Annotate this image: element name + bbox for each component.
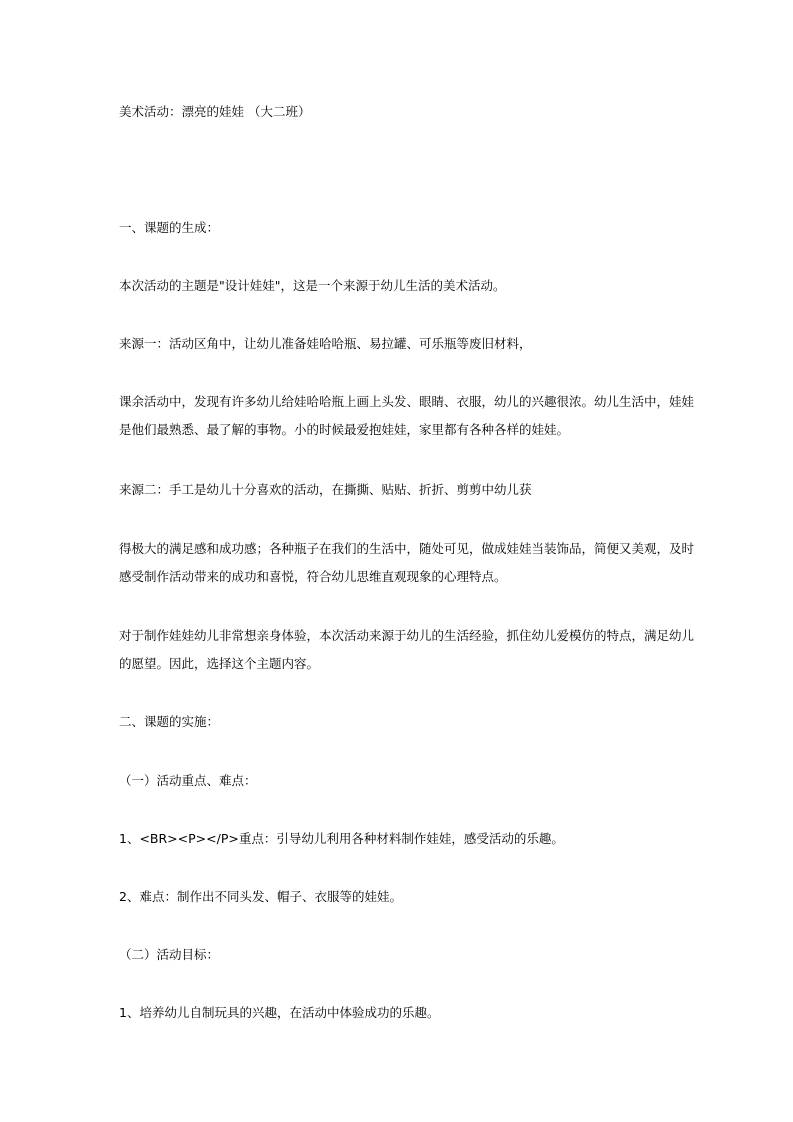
source-two-paragraph <box>119 535 695 591</box>
paragraph-line: 是他们最熟悉、最了解的事物。小的时候最爱抱娃娃，家里都有各种各样的娃娃。 <box>119 422 570 437</box>
paragraph-line: 对于制作娃娃幼儿非常想亲身体验，本次活动来源于幼儿的生活经验，抓住幼儿爱模仿的特点，满足幼儿 <box>119 628 695 643</box>
paragraph-line: 得极大的满足感和成功感；各种瓶子在我们的生活中，随处可见，做成娃娃当装饰品，简便又美观，及时 <box>119 541 695 556</box>
theme-intro: 本次活动的主题是"设计娃娃"，这是一个来源于幼儿生活的美术活动。 <box>119 278 506 293</box>
section-heading-implementation: 二、课题的实施： <box>119 714 220 729</box>
section-heading-generation: 一、课题的生成： <box>119 220 220 235</box>
difficulty-item: 2、难点：制作出不同头发、帽子、衣服等的娃娃。 <box>119 889 402 904</box>
source-one: 来源一：活动区角中，让幼儿准备娃哈哈瓶、易拉罐、可乐瓶等废旧材料， <box>119 336 532 351</box>
document-title: 美术活动：漂亮的娃娃 （大二班） <box>119 104 311 119</box>
subsection-heading-key-points: （一）活动重点、难点： <box>119 773 257 788</box>
summary-paragraph <box>119 622 695 678</box>
subsection-heading-goals: （二）活动目标： <box>119 947 220 962</box>
source-one-paragraph <box>119 388 695 444</box>
source-two: 来源二：手工是幼儿十分喜欢的活动，在撕撕、贴贴、折折、剪剪中幼儿获 <box>119 482 532 497</box>
key-point-item: 1、<BR><P></P>重点：引导幼儿利用各种材料制作娃娃，感受活动的乐趣。 <box>119 831 564 846</box>
paragraph-line: 的愿望。因此，选择这个主题内容。 <box>119 656 320 671</box>
paragraph-line: 课余活动中，发现有许多幼儿给娃哈哈瓶上画上头发、眼睛、衣服，幼儿的兴趣很浓。幼儿生活中，娃娃 <box>119 394 695 409</box>
goal-item: 1、培养幼儿自制玩具的兴趣，在活动中体验成功的乐趣。 <box>119 1005 440 1020</box>
paragraph-line: 感受制作活动带来的成功和喜悦，符合幼儿思维直观现象的心理特点。 <box>119 569 507 584</box>
